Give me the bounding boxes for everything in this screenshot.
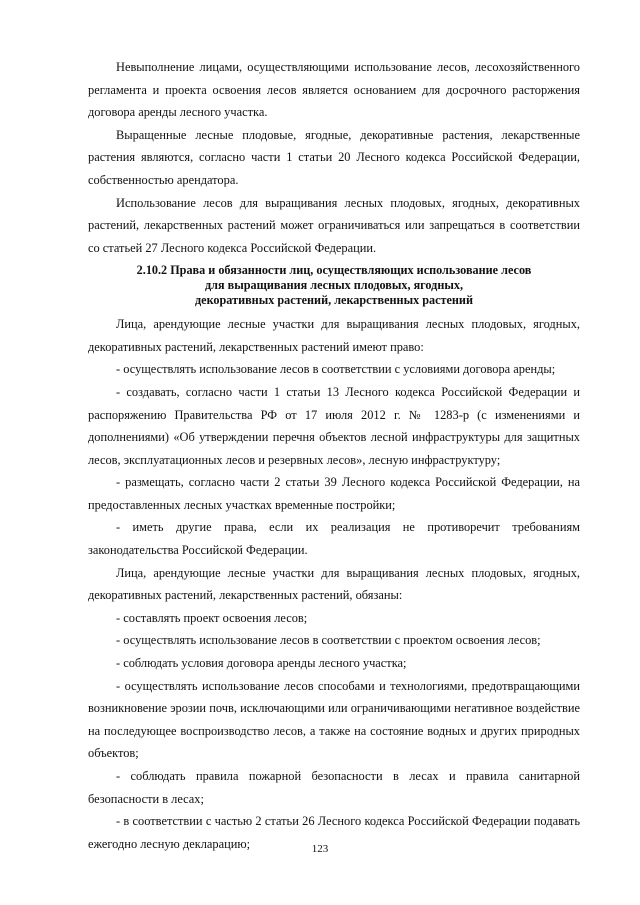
- page-number: 123: [311, 843, 329, 855]
- paragraph: Выращенные лесные плодовые, ягодные, декоративные растения, лекарственные растения являются, согласно части 1 статьи 20 Лесного кодекса Российской Федерации, собственностью арендатора.: [88, 127, 580, 187]
- list-item: - соблюдать условия договора аренды лесного участка;: [116, 656, 407, 671]
- heading-line: для выращивания лесных плодовых, ягодных,: [204, 277, 464, 292]
- paragraph: Невыполнение лицами, осуществляющими использование лесов, лесохозяйственного регламента и проекта освоения лесов является основанием для досрочного расторжения договора аренды лесного участка.: [88, 60, 580, 120]
- list-item: - иметь другие права, если их реализация не противоречит требованиям законодательства Российской Федерации.: [88, 520, 580, 558]
- list-item: - размещать, согласно части 2 статьи 39 Лесного кодекса Российской Федерации, на предоставленных лесных участках временные постройки;: [88, 475, 580, 512]
- heading-line: декоративных растений, лекарственных растений: [195, 292, 473, 307]
- list-item: - в соответствии с частью 2 статьи 26 Лесного кодекса Российской Федерации подавать ежегодно лесную декларацию;: [88, 814, 580, 851]
- heading-line: 2.10.2 Права и обязанности лиц, осуществляющих использование лесов: [136, 263, 532, 278]
- paragraph: Лица, арендующие лесные участки для выращивания лесных плодовых, ягодных, декоративных растений, лекарственных растений, обязаны:: [88, 565, 580, 603]
- section-heading: [88, 263, 580, 307]
- list-item: - осуществлять использование лесов в соответствии с условиями договора аренды;: [116, 362, 556, 377]
- paragraph: Лица, арендующие лесные участки для выращивания лесных плодовых, ягодных, декоративных растений, лекарственных растений имеют право:: [88, 317, 580, 354]
- list-item: - осуществлять использование лесов в соответствии с проектом освоения лесов;: [116, 633, 541, 648]
- list-item: - соблюдать правила пожарной безопасности в лесах и правила санитарной безопасности в лесах;: [88, 769, 580, 806]
- paragraph: Использование лесов для выращивания лесных плодовых, ягодных, декоративных растений, лекарственных растений может ограничиваться или запрещаться в соответствии со статьей 27 Лесного кодекса Российской Федерации.: [88, 195, 580, 255]
- list-item: - создавать, согласно части 1 статьи 13 Лесного кодекса Российской Федерации и распоряжению Правительства РФ от 17 июля 2012 г. № 1283-р (с изменениями и дополнениями) «Об утверждении перечня объектов лесной инфраструктуры для защитных лесов, эксплуатационных лесов и резервных лесов», лесную инфраструктуру;: [88, 384, 580, 467]
- list-item: - осуществлять использование лесов способами и технологиями, предотвращающими возникновение эрозии почв, исключающими или ограничивающими негативное воздействие на последующее воспроизводство лесов, а также на состояние водных и других природных объектов;: [88, 678, 580, 761]
- list-item: - составлять проект освоения лесов;: [116, 610, 308, 625]
- document-page: [88, 56, 580, 855]
